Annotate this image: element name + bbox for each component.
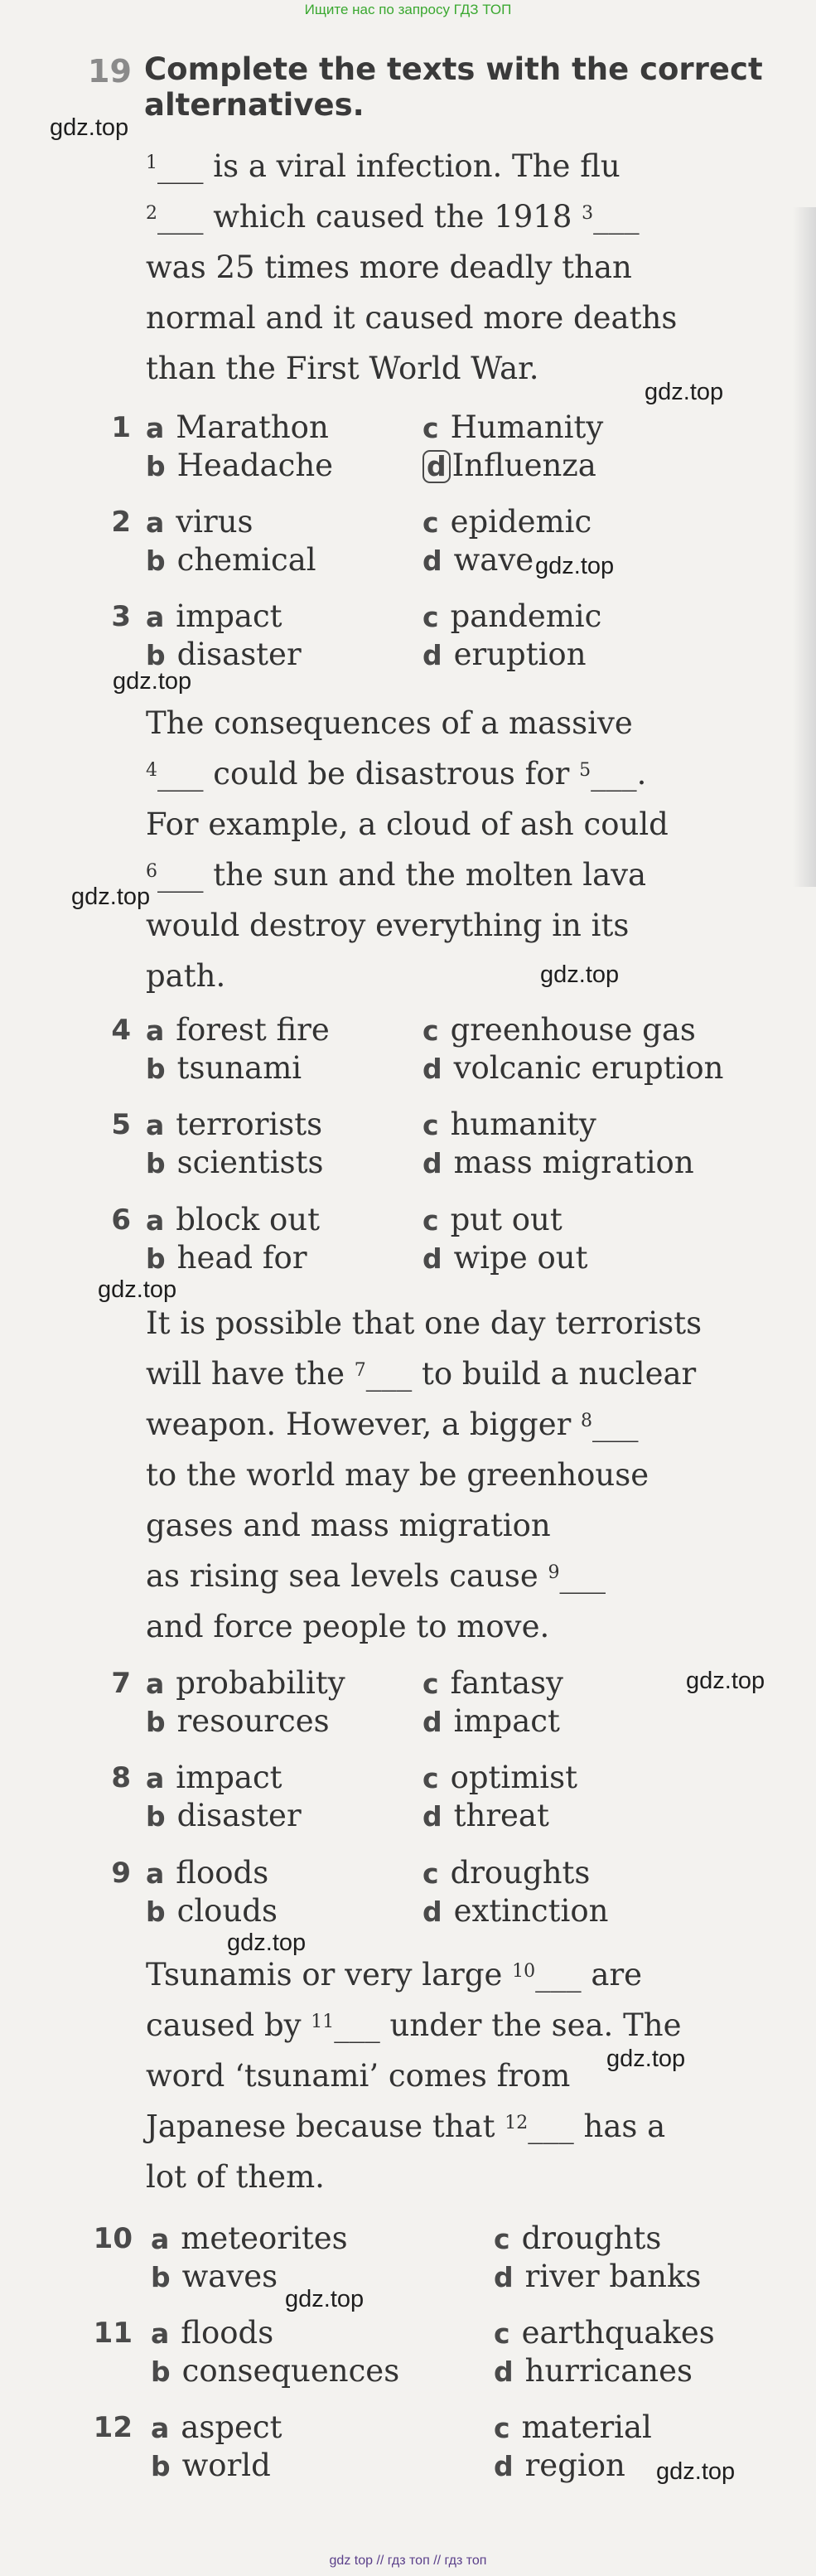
option-text: block out [176,1202,320,1237]
question-block [0,503,816,583]
option-text: pandemic [450,598,602,634]
passage-text: It is possible that one day terrorists [146,1305,703,1341]
selected-option-letter: d [422,450,451,483]
passage-text: Tsunamis or very large [146,1957,513,1993]
option-text: threat [453,1798,549,1833]
option-c[interactable] [422,409,603,448]
option-letter: d [422,639,442,671]
option-d[interactable] [422,636,587,675]
option-letter: b [146,1800,166,1833]
passage-text: will have the [146,1356,355,1392]
passage-line [146,191,742,242]
option-b[interactable] [146,447,333,486]
option-text: head for [176,1240,307,1276]
option-b[interactable] [146,1049,302,1088]
option-c[interactable] [422,598,601,637]
option-text: Humanity [450,409,604,445]
question-block [0,2220,816,2299]
option-letter: b [146,639,166,671]
option-a[interactable] [151,2314,273,2353]
passage-text: to the world may be greenhouse [146,1457,649,1493]
option-letter: b [146,1706,166,1738]
passage-line [146,951,742,1001]
option-c[interactable] [422,1106,596,1145]
passage-line [146,698,742,748]
option-d[interactable] [422,447,596,485]
option-letter: a [146,1014,165,1047]
option-c[interactable] [494,2409,652,2448]
watermark: gdz.top [645,379,724,405]
option-text: droughts [450,1855,591,1891]
option-text: forest fire [176,1012,330,1048]
option-b[interactable] [151,2352,399,2391]
question-block [0,1201,816,1281]
passage-line [146,1298,742,1349]
option-text: earthquakes [521,2315,715,2351]
passage-text: path. [146,958,226,994]
passage-line [146,242,742,293]
passage-line [146,1601,742,1652]
option-text: floods [176,1855,269,1891]
passage-text: was 25 times more deadly than [146,249,632,285]
option-letter: b [151,2261,171,2293]
question-block [0,2314,816,2394]
option-text: Headache [176,448,334,483]
footer-links[interactable]: gdz top // гдз топ // гдз топ [329,2554,487,2568]
passage-line [146,1450,742,1500]
option-b[interactable] [146,1144,323,1183]
watermark: gdz.top [113,668,192,695]
option-letter: b [146,450,166,482]
passage-line [146,1551,742,1601]
option-letter: d [422,1242,442,1275]
option-b[interactable] [146,1892,278,1931]
gap-number: 4 [146,760,157,781]
option-letter: d [422,1706,442,1738]
top-search-link[interactable]: Ищите нас по запросу ГДЗ ТОП [304,2,512,17]
option-b[interactable] [146,1239,307,1278]
option-text: droughts [521,2220,662,2256]
passage-text: would destroy everything in its [146,908,630,943]
option-letter: d [422,1896,442,1928]
option-d[interactable] [494,2352,693,2391]
passage-text: ___. [591,756,647,792]
passage-line [146,850,742,900]
option-text: tsunami [176,1050,302,1086]
option-letter: c [422,506,439,539]
option-a[interactable] [146,1201,320,1240]
passage-line [146,799,742,850]
option-text: scientists [176,1145,324,1180]
option-text: waves [181,2259,278,2294]
option-b[interactable] [146,1702,330,1741]
passage-text: lot of them. [146,2159,325,2195]
gap-number: 11 [311,2012,335,2032]
watermark: gdz.top [285,2286,365,2312]
option-c[interactable] [422,1201,563,1240]
option-text: impact [453,1703,560,1739]
option-letter: b [146,1242,166,1275]
passage-line [146,2101,742,2152]
passage-line [146,293,742,343]
option-letter: b [146,1053,166,1085]
option-text: chemical [176,542,316,578]
option-letter: a [151,2223,170,2255]
passage-text: ___ which caused the 1918 [157,199,582,235]
gap-number: 7 [354,1360,366,1381]
option-letter: c [422,412,439,444]
option-text: extinction [453,1893,609,1929]
option-letter: c [494,2317,510,2350]
option-text: world [181,2448,271,2483]
option-d[interactable] [494,2447,625,2486]
question-block [0,1854,816,1934]
option-d[interactable] [422,541,534,580]
question-number: 8 [111,1761,131,1794]
option-letter: c [422,1857,439,1890]
passage-text: ___ has a [528,2109,666,2144]
watermark: gdz.top [535,553,615,579]
watermark: gdz.top [98,1276,177,1303]
gap-number: 8 [581,1411,593,1431]
watermark: gdz.top [606,2046,686,2072]
passage-line [146,1399,742,1450]
question-block [0,1106,816,1185]
option-c[interactable] [494,2220,661,2259]
question-number: 3 [111,600,131,633]
option-a[interactable] [146,1664,345,1703]
option-letter: d [422,545,442,577]
question-number: 2 [111,506,131,539]
passage-text: Japanese because that [146,2109,505,2144]
option-text: humanity [450,1106,596,1142]
option-text: probability [176,1665,345,1701]
question-number: 9 [111,1857,131,1890]
passage-text: weapon. However, a bigger [146,1407,582,1442]
question-block [0,409,816,488]
option-a[interactable] [146,1854,268,1893]
option-a[interactable] [146,1011,330,1050]
question-number: 6 [111,1203,131,1237]
watermark: gdz.top [50,114,129,141]
option-letter: c [422,1668,439,1700]
option-text: disaster [176,637,302,672]
option-text: fantasy [450,1665,563,1701]
watermark: gdz.top [686,1668,765,1694]
option-letter: b [146,1147,166,1179]
passage-line [146,748,742,799]
question-number: 4 [111,1014,131,1047]
option-a[interactable] [146,598,282,637]
passage-line [146,900,742,951]
option-letter: a [146,1762,165,1794]
passage-text: ___ could be disastrous for [157,756,580,792]
option-a[interactable] [151,2220,348,2259]
passage-line [146,141,742,191]
option-text: wipe out [453,1240,588,1276]
gap-number: 10 [512,1961,536,1982]
option-letter: a [146,506,165,539]
question-number: 1 [111,411,131,444]
option-letter: a [146,412,165,444]
option-letter: a [151,2317,170,2350]
option-letter: c [494,2412,510,2444]
passage-text: caused by [146,2007,311,2043]
passage-2 [146,698,742,1001]
passage-line [146,2000,742,2051]
passage-text: ___ [559,1558,606,1594]
passage-text: as rising sea levels cause [146,1558,548,1594]
option-letter: d [422,1800,442,1833]
passage-text: than the First World War. [146,351,539,386]
option-c[interactable] [422,1011,696,1050]
option-text: consequences [181,2353,400,2389]
option-text: material [521,2409,652,2445]
gap-number: 3 [582,203,594,224]
passage-3 [146,1298,742,1652]
option-letter: d [422,1147,442,1179]
question-number: 5 [111,1108,131,1141]
option-b[interactable] [146,1797,302,1836]
option-letter: c [422,1204,439,1237]
option-text: eruption [453,637,587,672]
option-d[interactable] [422,1797,549,1836]
option-text: epidemic [450,504,592,540]
passage-text: normal and it caused more deaths [146,300,678,336]
option-b[interactable] [146,541,316,580]
option-b[interactable] [151,2258,278,2297]
option-letter: b [146,1896,166,1928]
exercise-number: 19 [88,53,132,90]
question-block [0,1011,816,1091]
gap-number: 1 [146,153,157,173]
option-a[interactable] [146,1106,322,1145]
option-text: meteorites [181,2220,348,2256]
question-block [0,1759,816,1838]
passage-4 [146,1949,742,2202]
option-letter: d [494,2261,514,2293]
passage-text: gases and mass migration [146,1508,551,1543]
option-text: impact [176,598,282,634]
question-number: 12 [93,2411,133,2444]
option-letter: c [494,2223,510,2255]
option-a[interactable] [146,503,253,542]
option-letter: c [422,1014,439,1047]
option-letter: b [151,2356,171,2388]
option-text: Marathon [176,409,329,445]
option-b[interactable] [151,2447,271,2486]
option-d[interactable] [422,1702,560,1741]
option-a[interactable] [146,1759,282,1798]
option-text: region [524,2448,625,2483]
gap-number: 9 [548,1562,560,1583]
exercise-title-line: Complete the texts with the correct [144,51,763,87]
option-a[interactable] [151,2409,282,2448]
passage-text: word ‘tsunami’ comes from [146,2058,571,2094]
option-c[interactable] [422,1759,577,1798]
option-letter: a [146,1668,165,1700]
passage-text: ___ the sun and the molten lava [157,857,647,893]
option-letter: c [422,1109,439,1141]
option-letter: d [422,1053,442,1085]
option-letter: d [494,2450,514,2482]
exercise-title-line: alternatives. [144,87,365,123]
option-letter: b [151,2450,171,2482]
option-text: disaster [176,1798,302,1833]
watermark: gdz.top [540,961,620,988]
option-letter: a [146,1204,165,1237]
option-c[interactable] [494,2314,715,2353]
passage-line [146,2152,742,2202]
watermark: gdz.top [656,2458,736,2485]
option-letter: b [146,545,166,577]
option-text: aspect [181,2409,282,2445]
passage-text: ___ is a viral infection. The flu [157,148,620,184]
gap-number: 6 [146,861,157,882]
option-d[interactable] [494,2258,701,2297]
gap-number: 2 [146,203,157,224]
passage-text: ___ are [535,1957,643,1993]
option-text: river banks [524,2259,702,2294]
passage-text: ___ to build a nuclear [365,1356,697,1392]
option-c[interactable] [422,503,591,542]
question-number: 10 [93,2222,133,2255]
option-letter: d [494,2356,514,2388]
option-text: optimist [450,1760,578,1795]
question-number: 7 [111,1667,131,1700]
passage-text: The consequences of a massive [146,705,633,741]
option-text: volcanic eruption [453,1050,724,1086]
option-text: greenhouse gas [450,1012,696,1048]
passage-line [146,1949,742,2000]
option-d[interactable] [422,1239,587,1278]
option-c[interactable] [422,1664,563,1703]
exercise-title [144,51,774,123]
gap-number: 12 [505,2113,529,2133]
passage-text: For example, a cloud of ash could [146,806,669,842]
option-d[interactable] [422,1049,723,1088]
option-letter: a [146,1857,165,1890]
option-d[interactable] [422,1892,608,1931]
option-text: mass migration [453,1145,694,1180]
option-text: virus [176,504,253,540]
option-d[interactable] [422,1144,694,1183]
question-block [0,598,816,677]
question-number: 11 [93,2317,133,2350]
passage-text: ___ [592,1407,639,1442]
option-text: Influenza [451,448,596,483]
option-text: impact [176,1760,282,1795]
passage-line [146,1349,742,1399]
option-text: clouds [176,1893,278,1929]
passage-text: and force people to move. [146,1609,550,1644]
watermark: gdz.top [227,1930,307,1956]
passage-text: ___ under the sea. The [334,2007,682,2043]
option-letter: c [422,601,439,633]
gap-number: 5 [579,760,591,781]
option-text: floods [181,2315,274,2351]
option-a[interactable] [146,409,329,448]
option-letter: a [146,601,165,633]
option-letter: a [151,2412,170,2444]
option-text: resources [176,1703,330,1739]
option-c[interactable] [422,1854,590,1893]
option-text: terrorists [176,1106,323,1142]
passage-text: ___ [593,199,640,235]
passage-1 [146,141,742,394]
option-letter: c [422,1762,439,1794]
option-text: wave [453,542,534,578]
passage-line [146,1500,742,1551]
option-text: hurricanes [524,2353,693,2389]
option-text: put out [450,1202,563,1237]
watermark: gdz.top [71,884,151,910]
option-letter: a [146,1109,165,1141]
